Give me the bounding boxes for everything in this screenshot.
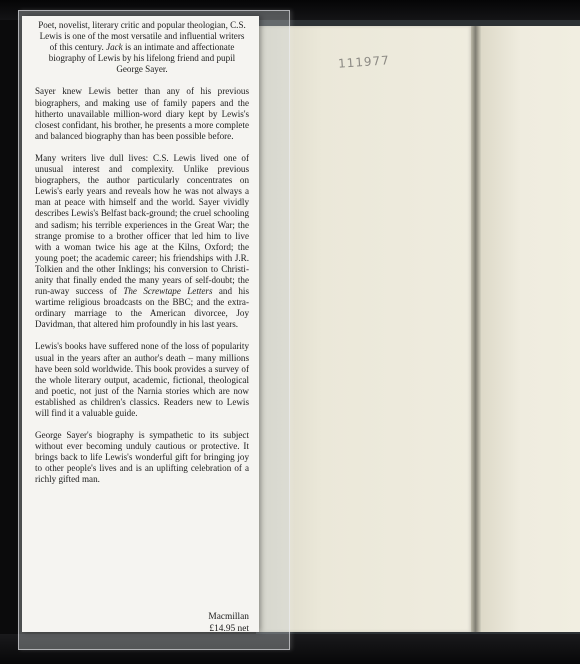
blurb-paragraph-5: George Sayer's biography is sympathetic to its subject without ever becoming unduly cautious or protective. It brings back to life Lewis's wonderful gift for bringing joy to other people's lives and is an uplifting celebration of a richly gifted man. [35,430,249,485]
book-gutter [471,26,481,632]
flap-blurb [35,20,249,486]
publisher-name: Macmillan [208,612,249,622]
price: £14.95 net [209,623,249,634]
front-endpaper [258,26,472,632]
pencil-inscription: 111977 [337,53,391,71]
blurb-paragraph-1: Poet, novelist, literary critic and popular theologian, C.S. Lewis is one of the most versatile and influential writers of this century. Jack is an intimate and affectionate biography of Lewis by his lifelong friend and pupil George Sayer. [38,20,246,75]
blurb-paragraph-3: Many writers live dull lives: C.S. Lewis lived one of unusual interest and complexity. Unlike previous biographers, the author particularly concentrates on Lewis's early years and reveals how he was not always a man at peace with himself and the world. Sayer vividly describes Lewis's Belfast back-ground; the cruel schooling and sadism; his terrible experiences in the Great War; the strange promise to a brother officer that led him to live with a woman twice his age at the Kilns, Oxford; the young poet; the academic career; his friendships with J.R. Tolkien and the other Inklings; his conversion to Christi-anity that finally ended the many years of self-doubt; the run-away success of The Screwtape Letters and his wartime religious broadcasts on the BBC; and the extra-ordinary marriage to the American divorcee, Joy Davidman, that altered him profoundly in his last years. [35,152,249,330]
blurb-paragraph-4: Lewis's books have suffered none of the loss of popularity usual in the years after an author's death – many millions have been sold worldwide. This book provides a survey of the whole literary output, academic, fictional, theological and poetic, not just of the Narnia stories which are now established as children's classics. Readers new to Lewis will find it a valuable guide. [35,341,249,418]
screwtape-title: The Screwtape Letters [123,286,213,297]
publisher-block [35,612,249,638]
free-endpaper [481,26,580,632]
blurb-paragraph-2: Sayer knew Lewis better than any of his previous biographers, and making use of family papers and the hitherto unavailable million-word diary kept by Lewis's closest confidant, his brother, he presents a more complete and balanced biography than has been possible before. [35,86,249,141]
book-title: Jack [106,42,123,53]
